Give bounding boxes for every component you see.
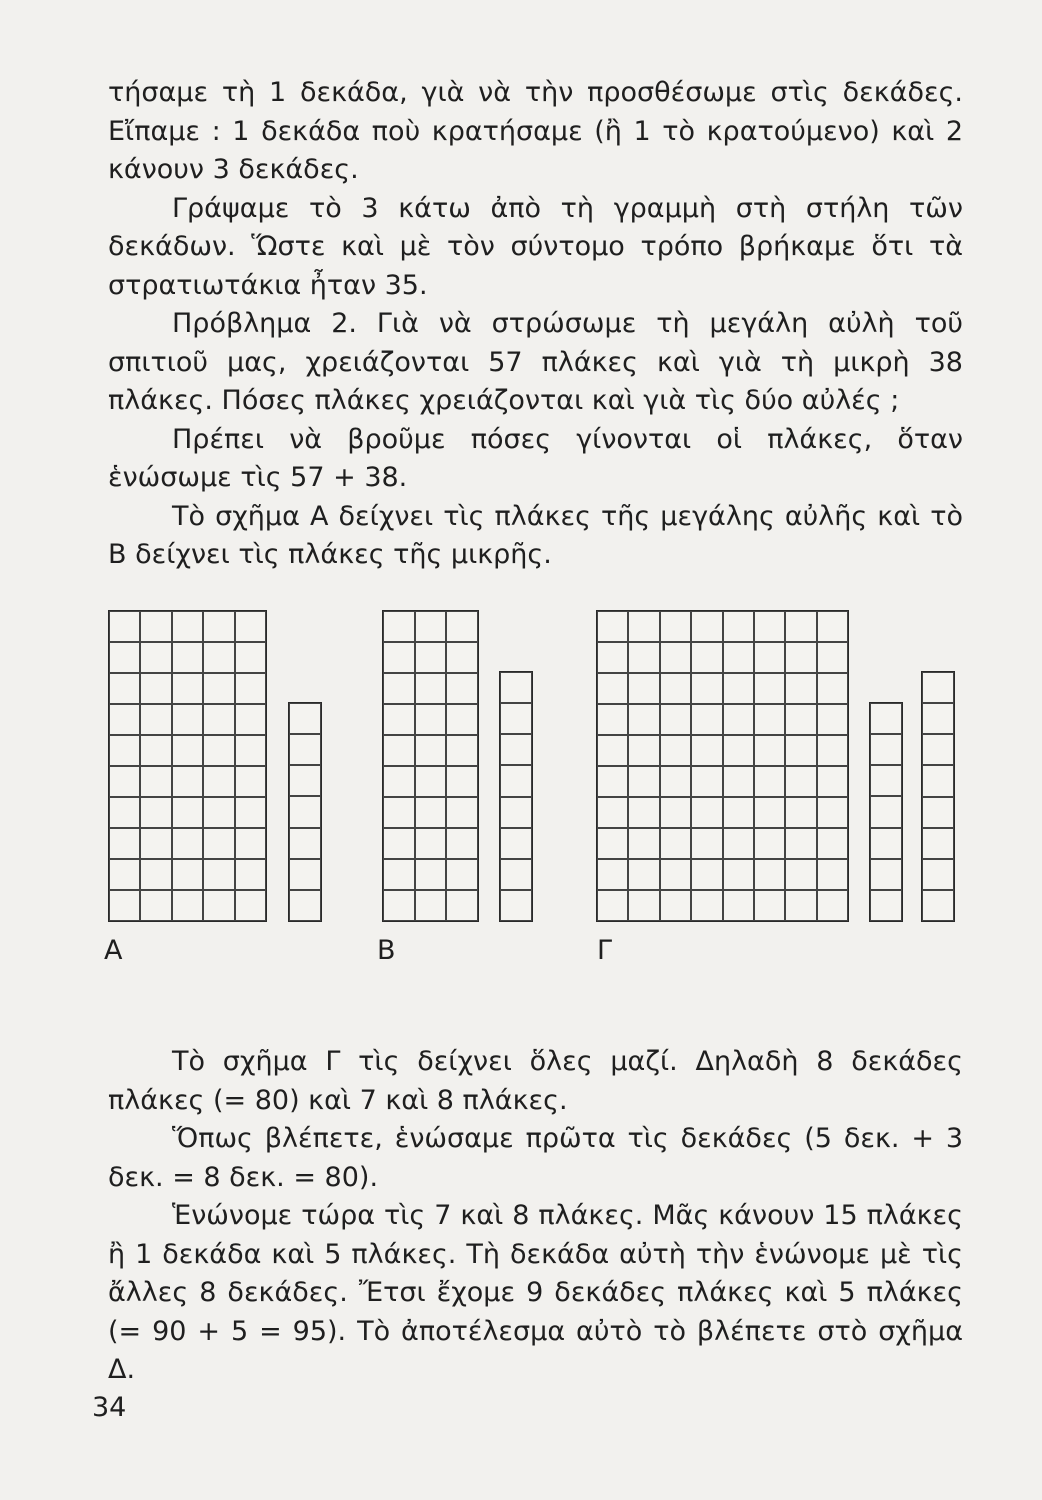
tile-cell xyxy=(723,890,754,921)
tile-cell xyxy=(597,828,628,859)
tile-cell xyxy=(660,735,691,766)
tile-cell xyxy=(628,642,659,673)
paragraph: τήσαμε τὴ 1 δεκάδα, γιὰ νὰ τὴν προσθέσωμε στὶς δεκάδες. Εἴπαμε : 1 δεκάδα ποὺ κρατήσαμε (ἢ 1 τὸ κρατούμενο) καὶ 2 κάνουν 3 δεκάδες. xyxy=(108,77,963,185)
figure-c-label: Γ xyxy=(597,935,613,966)
tile-cell xyxy=(500,734,532,765)
tile-cell xyxy=(140,704,171,735)
tile-cell xyxy=(628,828,659,859)
tile-cell xyxy=(660,859,691,890)
tile-cell xyxy=(785,859,816,890)
tile-cell xyxy=(660,797,691,828)
tile-cell xyxy=(446,611,478,642)
tile-cell xyxy=(660,890,691,921)
page-number: 34 xyxy=(92,1392,127,1423)
tile-cell xyxy=(415,828,447,859)
tile-cell xyxy=(172,828,203,859)
tile-cell xyxy=(597,890,628,921)
tile-cell xyxy=(723,611,754,642)
tile-cell xyxy=(691,828,722,859)
tile-cell xyxy=(597,859,628,890)
tile-cell xyxy=(500,703,532,734)
tile-cell xyxy=(289,890,321,921)
tile-cell xyxy=(172,704,203,735)
tile-cell xyxy=(109,704,140,735)
tile-cell xyxy=(723,766,754,797)
tile-cell xyxy=(172,797,203,828)
tile-cell xyxy=(415,673,447,704)
tile-cell xyxy=(754,890,785,921)
tile-cell xyxy=(109,642,140,673)
tile-cell xyxy=(922,734,954,765)
tile-cell xyxy=(870,796,902,827)
tile-cell xyxy=(140,611,171,642)
tile-cell xyxy=(203,673,234,704)
tile-cell xyxy=(785,704,816,735)
tile-cell xyxy=(817,766,848,797)
tile-cell xyxy=(203,611,234,642)
tile-cell xyxy=(785,797,816,828)
figure-c-ones-column-7 xyxy=(869,702,903,922)
tile-cell xyxy=(785,890,816,921)
tile-cell xyxy=(140,890,171,921)
figure-a-ones-column xyxy=(288,702,322,922)
figure-b-tens-grid xyxy=(382,610,479,922)
tile-cell xyxy=(754,797,785,828)
tile-cell xyxy=(383,704,415,735)
tile-cell xyxy=(500,765,532,796)
tile-cell xyxy=(922,797,954,828)
tile-cell xyxy=(723,797,754,828)
tile-cell xyxy=(172,766,203,797)
tile-cell xyxy=(446,797,478,828)
paragraph: Πρέπει νὰ βροῦμε πόσες γίνονται οἱ πλάκες, ὅταν ἑνώσωμε τὶς 57 + 38. xyxy=(108,423,963,493)
tile-cell xyxy=(870,890,902,921)
tile-cell xyxy=(140,828,171,859)
tile-cell xyxy=(383,797,415,828)
tile-cell xyxy=(723,735,754,766)
tile-cell xyxy=(628,611,659,642)
figure-c-tens-grid xyxy=(596,610,849,922)
tile-cell xyxy=(109,611,140,642)
tile-cell xyxy=(597,735,628,766)
tile-cell xyxy=(870,734,902,765)
tile-cell xyxy=(500,828,532,859)
tile-cell xyxy=(140,673,171,704)
tile-cell xyxy=(660,704,691,735)
bottom-text-block xyxy=(108,1043,963,1390)
tile-cell xyxy=(415,735,447,766)
tile-cell xyxy=(383,828,415,859)
tile-cell xyxy=(723,828,754,859)
tile-cell xyxy=(203,642,234,673)
figure-b-ones-column xyxy=(499,671,533,922)
paragraph-problem-2: Πρόβλημα 2. Γιὰ νὰ στρώσωμε τὴ μεγάλη αὐλὴ τοῦ σπιτιοῦ μας, χρειάζονται 57 πλάκες καὶ γιὰ τὴ μικρὴ 38 πλάκες. Πόσες πλάκες χρειάζονται καὶ γιὰ τὶς δύο αὐλές ; xyxy=(108,308,963,416)
tile-cell xyxy=(140,766,171,797)
tile-cell xyxy=(383,859,415,890)
tile-cell xyxy=(415,704,447,735)
tile-cell xyxy=(723,642,754,673)
tile-cell xyxy=(289,828,321,859)
tile-cell xyxy=(817,642,848,673)
tile-cell xyxy=(203,735,234,766)
tile-cell xyxy=(754,735,785,766)
tile-cell xyxy=(109,890,140,921)
tile-cell xyxy=(628,797,659,828)
tile-cell xyxy=(383,735,415,766)
tile-cell xyxy=(235,704,266,735)
tile-cell xyxy=(870,828,902,859)
tile-cell xyxy=(289,765,321,796)
tile-cell xyxy=(723,859,754,890)
tile-cell xyxy=(235,642,266,673)
tile-cell xyxy=(691,797,722,828)
tile-cell xyxy=(415,797,447,828)
tile-cell xyxy=(415,642,447,673)
tile-cell xyxy=(785,828,816,859)
tile-cell xyxy=(628,859,659,890)
tile-cell xyxy=(785,735,816,766)
tile-cell xyxy=(203,704,234,735)
tile-cell xyxy=(383,673,415,704)
tile-cell xyxy=(691,704,722,735)
tile-cell xyxy=(628,890,659,921)
tile-cell xyxy=(922,859,954,890)
tile-cell xyxy=(203,797,234,828)
tile-cell xyxy=(235,890,266,921)
tile-cell xyxy=(660,642,691,673)
tile-cell xyxy=(628,735,659,766)
tile-cell xyxy=(817,704,848,735)
tile-cell xyxy=(203,890,234,921)
figure-c-ones-column-8 xyxy=(921,671,955,922)
paragraph: Ἑνώνομε τώρα τὶς 7 καὶ 8 πλάκες. Μᾶς κάνουν 15 πλάκες ἢ 1 δεκάδα καὶ 5 πλάκες. Τὴ δεκάδα αὐτὴ τὴν ἑνώνομε μὲ τὶς ἄλλες 8 δεκάδες. Ἔτσι ἔχομε 9 δεκάδες πλάκες καὶ 5 πλάκες (= 90 + 5 = 95). Τὸ ἀποτέλεσμα αὐτὸ τὸ βλέπετε στὸ σχῆμα Δ. xyxy=(108,1200,963,1385)
tile-cell xyxy=(817,611,848,642)
tile-cell xyxy=(383,642,415,673)
figure-a-label: Α xyxy=(104,935,123,966)
tile-cell xyxy=(785,642,816,673)
tile-cell xyxy=(235,859,266,890)
tile-cell xyxy=(628,704,659,735)
tile-cell xyxy=(817,735,848,766)
tile-cell xyxy=(109,673,140,704)
tile-cell xyxy=(446,828,478,859)
tile-cell xyxy=(597,766,628,797)
tile-cell xyxy=(754,642,785,673)
tile-cell xyxy=(922,890,954,921)
tile-cell xyxy=(922,672,954,703)
tile-cell xyxy=(597,704,628,735)
paragraph: Γράψαμε τὸ 3 κάτω ἀπὸ τὴ γραμμὴ στὴ στήλη τῶν δεκάδων. Ὥστε καὶ μὲ τὸν σύντομο τρόπο βρήκαμε ὅτι τὰ στρατιωτάκια ἦταν 35. xyxy=(108,192,963,301)
tile-cell xyxy=(597,642,628,673)
tile-cell xyxy=(415,611,447,642)
tile-cell xyxy=(446,890,478,921)
tile-cell xyxy=(660,673,691,704)
tile-cell xyxy=(109,797,140,828)
tile-cell xyxy=(500,672,532,703)
tile-cell xyxy=(628,766,659,797)
tile-cell xyxy=(235,673,266,704)
tile-cell xyxy=(691,642,722,673)
tile-cell xyxy=(922,703,954,734)
tile-cell xyxy=(754,704,785,735)
tile-cell xyxy=(289,859,321,890)
paragraph: Ὅπως βλέπετε, ἑνώσαμε πρῶτα τὶς δεκάδες (5 δεκ. + 3 δεκ. = 8 δεκ. = 80). xyxy=(108,1123,963,1193)
tile-cell xyxy=(754,611,785,642)
tile-cell xyxy=(817,828,848,859)
tile-cell xyxy=(383,611,415,642)
tile-cell xyxy=(785,673,816,704)
tile-cell xyxy=(235,735,266,766)
tile-cell xyxy=(922,765,954,796)
tile-cell xyxy=(870,765,902,796)
tile-cell xyxy=(235,797,266,828)
tile-cell xyxy=(754,859,785,890)
tile-cell xyxy=(140,797,171,828)
tile-cell xyxy=(109,828,140,859)
tile-cell xyxy=(203,859,234,890)
tile-cell xyxy=(754,766,785,797)
tile-cell xyxy=(289,734,321,765)
tile-cell xyxy=(817,797,848,828)
tile-cell xyxy=(723,673,754,704)
tile-cell xyxy=(500,890,532,921)
tile-cell xyxy=(691,766,722,797)
tile-cell xyxy=(203,828,234,859)
tile-cell xyxy=(691,673,722,704)
tile-cell xyxy=(660,766,691,797)
tile-cell xyxy=(172,611,203,642)
tile-cell xyxy=(446,673,478,704)
tile-cell xyxy=(109,735,140,766)
tile-cell xyxy=(383,766,415,797)
tile-cell xyxy=(415,890,447,921)
tile-cell xyxy=(415,859,447,890)
tile-cell xyxy=(660,828,691,859)
tile-cell xyxy=(383,890,415,921)
tile-cell xyxy=(289,703,321,734)
tile-cell xyxy=(500,859,532,890)
tile-cell xyxy=(817,859,848,890)
tile-cell xyxy=(140,735,171,766)
tile-cell xyxy=(597,611,628,642)
tile-cell xyxy=(446,704,478,735)
tile-cell xyxy=(172,890,203,921)
tile-cell xyxy=(140,642,171,673)
tile-cell xyxy=(446,642,478,673)
tile-cell xyxy=(235,766,266,797)
figure-a-tens-grid xyxy=(108,610,267,922)
tile-cell xyxy=(628,673,659,704)
tile-cell xyxy=(597,673,628,704)
tile-cell xyxy=(109,859,140,890)
tile-cell xyxy=(754,828,785,859)
tile-cell xyxy=(691,611,722,642)
paragraph: Τὸ σχῆμα Α δείχνει τὶς πλάκες τῆς μεγάλης αὐλῆς καὶ τὸ Β δείχνει τὶς πλάκες τῆς μικρῆς. xyxy=(108,500,963,570)
tile-cell xyxy=(691,735,722,766)
tile-cell xyxy=(203,766,234,797)
tile-cell xyxy=(785,766,816,797)
tile-cell xyxy=(660,611,691,642)
tile-cell xyxy=(172,642,203,673)
figure-b-label: Β xyxy=(377,935,396,966)
tile-cell xyxy=(754,673,785,704)
tile-cell xyxy=(870,859,902,890)
tile-cell xyxy=(597,797,628,828)
tile-cell xyxy=(870,703,902,734)
tile-cell xyxy=(922,828,954,859)
tile-cell xyxy=(817,673,848,704)
tile-cell xyxy=(723,704,754,735)
tile-cell xyxy=(172,673,203,704)
tile-cell xyxy=(172,859,203,890)
tile-cell xyxy=(817,890,848,921)
tile-cell xyxy=(500,797,532,828)
tile-cell xyxy=(235,828,266,859)
tile-cell xyxy=(415,766,447,797)
tile-cell xyxy=(235,611,266,642)
tile-cell xyxy=(172,735,203,766)
tile-cell xyxy=(691,890,722,921)
tile-cell xyxy=(446,859,478,890)
tile-cell xyxy=(109,766,140,797)
tile-cell xyxy=(446,766,478,797)
tile-cell xyxy=(691,859,722,890)
tile-cell xyxy=(289,796,321,827)
paragraph: Τὸ σχῆμα Γ τὶς δείχνει ὅλες μαζί. Δηλαδὴ 8 δεκάδες πλάκες (= 80) καὶ 7 καὶ 8 πλάκες. xyxy=(108,1046,963,1116)
tile-cell xyxy=(446,735,478,766)
tile-cell xyxy=(785,611,816,642)
tile-cell xyxy=(140,859,171,890)
